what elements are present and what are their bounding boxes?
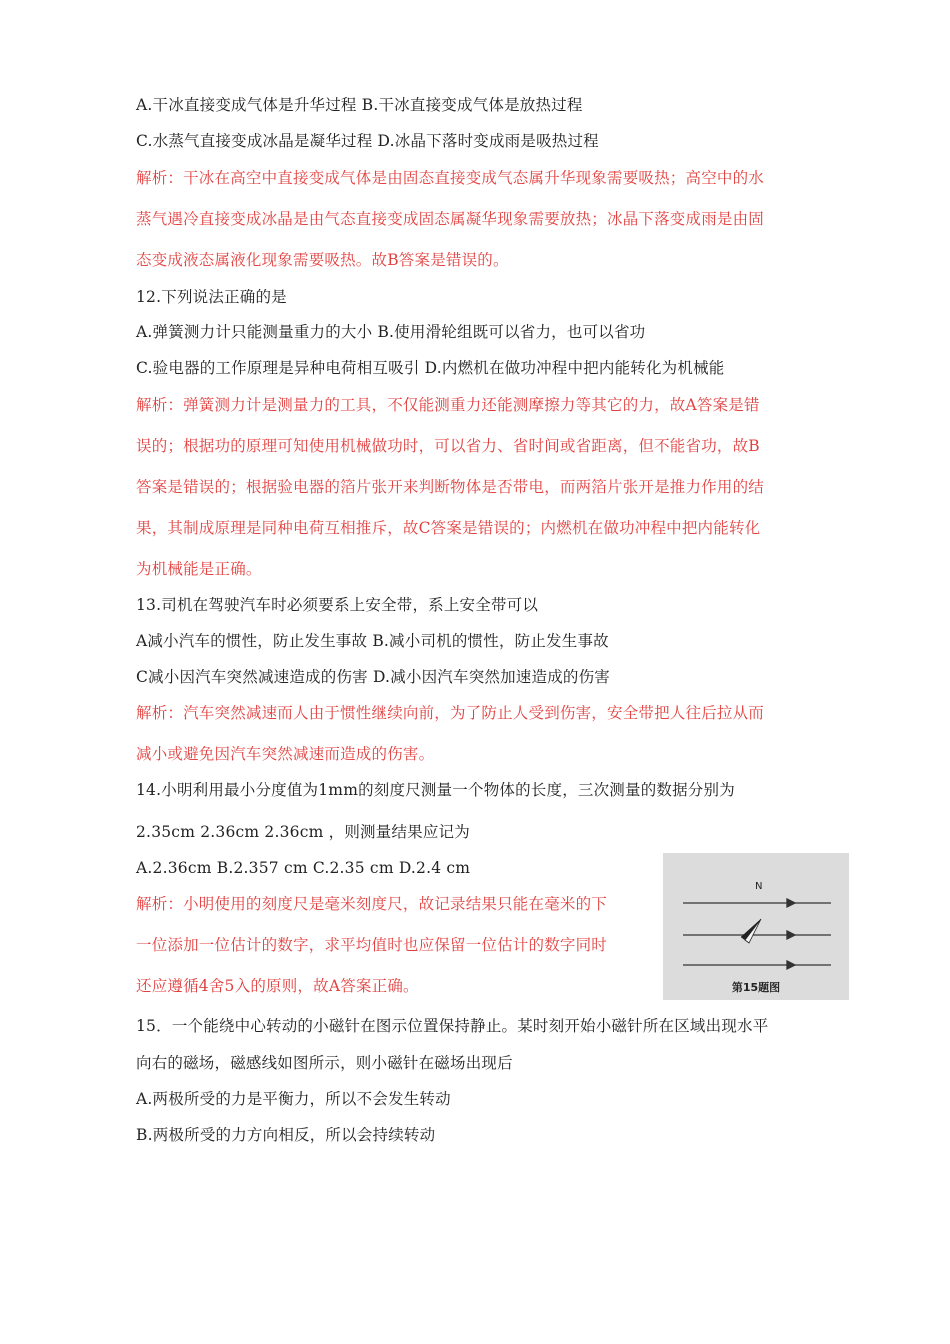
- question-line: C.水蒸气直接变成冰晶是凝华过程 D.冰晶下落时变成雨是吸热过程: [136, 132, 599, 150]
- analysis-line: 误的；根据功的原理可知使用机械做功时，可以省力、省时间或省距离，但不能省功，故B: [136, 437, 760, 455]
- analysis-line: 解析：弹簧测力计是测量力的工具，不仅能测重力还能测摩擦力等其它的力，故A答案是错: [136, 396, 760, 414]
- field-lines-diagram: [663, 853, 849, 1000]
- question-line: C.验电器的工作原理是异种电荷相互吸引 D.内燃机在做功冲程中把内能转化为机械能: [136, 359, 725, 377]
- question-line: A.2.36cm B.2.357 cm C.2.35 cm D.2.4 cm: [136, 859, 471, 877]
- analysis-line: 一位添加一位估计的数字，求平均值时也应保留一位估计的数字同时: [136, 936, 608, 954]
- north-pole-label: N: [755, 881, 763, 892]
- analysis-line: 解析：干冰在高空中直接变成气体是由固态直接变成气态属升华现象需要吸热；高空中的水: [136, 169, 765, 187]
- arrow-icon: [787, 931, 795, 939]
- compass-needle: [741, 919, 761, 943]
- question-line: 15．一个能绕中心转动的小磁针在图示位置保持静止。某时刻开始小磁针所在区域出现水平: [136, 1017, 769, 1035]
- question-line: 向右的磁场，磁感线如图所示，则小磁针在磁场出现后: [136, 1054, 513, 1072]
- question-line: 13.司机在驾驶汽车时必须要系上安全带，系上安全带可以: [136, 596, 539, 614]
- magnetic-field-figure: [663, 853, 849, 1000]
- analysis-line: 解析：汽车突然减速而人由于惯性继续向前，为了防止人受到伤害，安全带把人往后拉从而: [136, 704, 765, 722]
- analysis-line: 答案是错误的；根据验电器的箔片张开来判断物体是否带电，而两箔片张开是推力作用的结: [136, 478, 765, 496]
- analysis-line: 还应遵循4舍5入的原则，故A答案正确。: [136, 977, 419, 995]
- question-line: A.两极所受的力是平衡力，所以不会发生转动: [136, 1090, 451, 1108]
- question-line: 14.小明利用最小分度值为1mm的刻度尺测量一个物体的长度，三次测量的数据分别为: [136, 781, 735, 799]
- arrow-icon: [787, 899, 795, 907]
- question-line: A.干冰直接变成气体是升华过程 B.干冰直接变成气体是放热过程: [136, 96, 583, 114]
- analysis-line: 蒸气遇冷直接变成冰晶是由气态直接变成固态属凝华现象需要放热；冰晶下落变成雨是由固: [136, 210, 765, 228]
- question-line: A.弹簧测力计只能测量重力的大小 B.使用滑轮组既可以省力，也可以省功: [136, 323, 646, 341]
- question-line: C减小因汽车突然减速造成的伤害 D.减小因汽车突然加速造成的伤害: [136, 668, 610, 686]
- question-line: A减小汽车的惯性，防止发生事故 B.减小司机的惯性，防止发生事故: [136, 632, 609, 650]
- analysis-line: 态变成液态属液化现象需要吸热。故B答案是错误的。: [136, 251, 509, 269]
- analysis-line: 果，其制成原理是同种电荷互相推斥，故C答案是错误的；内燃机在做功冲程中把内能转化: [136, 519, 761, 537]
- question-line: 2.35cm 2.36cm 2.36cm ，则测量结果应记为: [136, 823, 470, 841]
- question-line: 12.下列说法正确的是: [136, 288, 287, 306]
- analysis-line: 减小或避免因汽车突然减速而造成的伤害。: [136, 745, 435, 763]
- analysis-line: 解析：小明使用的刻度尺是毫米刻度尺，故记录结果只能在毫米的下: [136, 895, 608, 913]
- question-line: B.两极所受的力方向相反，所以会持续转动: [136, 1126, 436, 1144]
- arrow-icon: [787, 961, 795, 969]
- analysis-line: 为机械能是正确。: [136, 560, 262, 578]
- figure-caption: 第15题图: [731, 981, 781, 994]
